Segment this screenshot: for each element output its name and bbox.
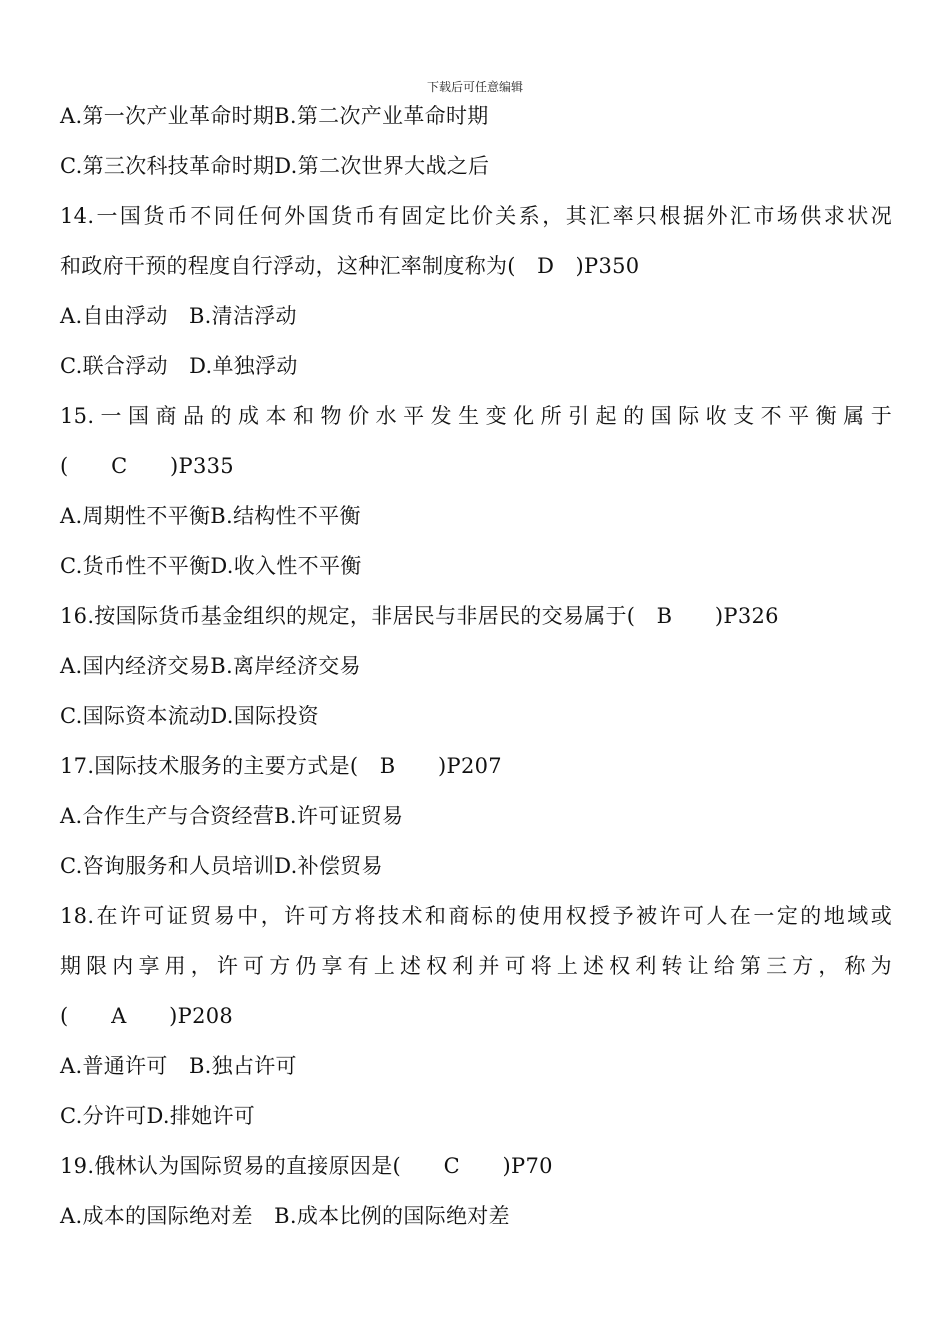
q18-stem-line-3: ( A )P208 [60, 1004, 234, 1028]
document-body [60, 96, 892, 1246]
q15-stem-line-1: 15.一国商品的成本和物价水平发生变化所引起的国际收支不平衡属于 [60, 404, 892, 428]
q15-stem-line-2: ( C )P335 [60, 454, 234, 478]
q18-options-ab: A.普通许可 B.独占许可 [60, 1054, 297, 1078]
q16-options-ab: A.国内经济交易B.离岸经济交易 [60, 654, 361, 678]
q14-options-ab: A.自由浮动 B.清洁浮动 [60, 304, 297, 328]
q16-options-cd: C.国际资本流动D.国际投资 [60, 704, 319, 728]
q16-stem: 16.按国际货币基金组织的规定，非居民与非居民的交易属于( B )P326 [60, 604, 779, 628]
q19-stem: 19.俄林认为国际贸易的直接原因是( C )P70 [60, 1154, 553, 1178]
q17-stem: 17.国际技术服务的主要方式是( B )P207 [60, 754, 502, 778]
q14-options-cd: C.联合浮动 D.单独浮动 [60, 354, 298, 378]
q17-options-cd: C.咨询服务和人员培训D.补偿贸易 [60, 854, 383, 878]
q19-options-ab: A.成本的国际绝对差 B.成本比例的国际绝对差 [60, 1204, 510, 1228]
q13-options-cd: C.第三次科技革命时期D.第二次世界大战之后 [60, 154, 490, 178]
page-header-note: 下载后可任意编辑 [426, 80, 523, 94]
q18-stem-line-2: 期限内享用，许可方仍享有上述权利并可将上述权利转让给第三方，称为 [60, 954, 892, 978]
q15-options-ab: A.周期性不平衡B.结构性不平衡 [60, 504, 361, 528]
q14-stem-line-1: 14.一国货币不同任何外国货币有固定比价关系，其汇率只根据外汇市场供求状况 [60, 204, 892, 228]
q18-options-cd: C.分许可D.排她许可 [60, 1104, 256, 1128]
q18-stem-line-1: 18.在许可证贸易中，许可方将技术和商标的使用权授予被许可人在一定的地域或 [60, 904, 892, 928]
q14-stem-line-2: 和政府干预的程度自行浮动，这种汇率制度称为( D )P350 [60, 254, 640, 278]
q13-options-ab: A.第一次产业革命时期B.第二次产业革命时期 [60, 104, 489, 128]
q17-options-ab: A.合作生产与合资经营B.许可证贸易 [60, 804, 404, 828]
q15-options-cd: C.货币性不平衡D.收入性不平衡 [60, 554, 362, 578]
